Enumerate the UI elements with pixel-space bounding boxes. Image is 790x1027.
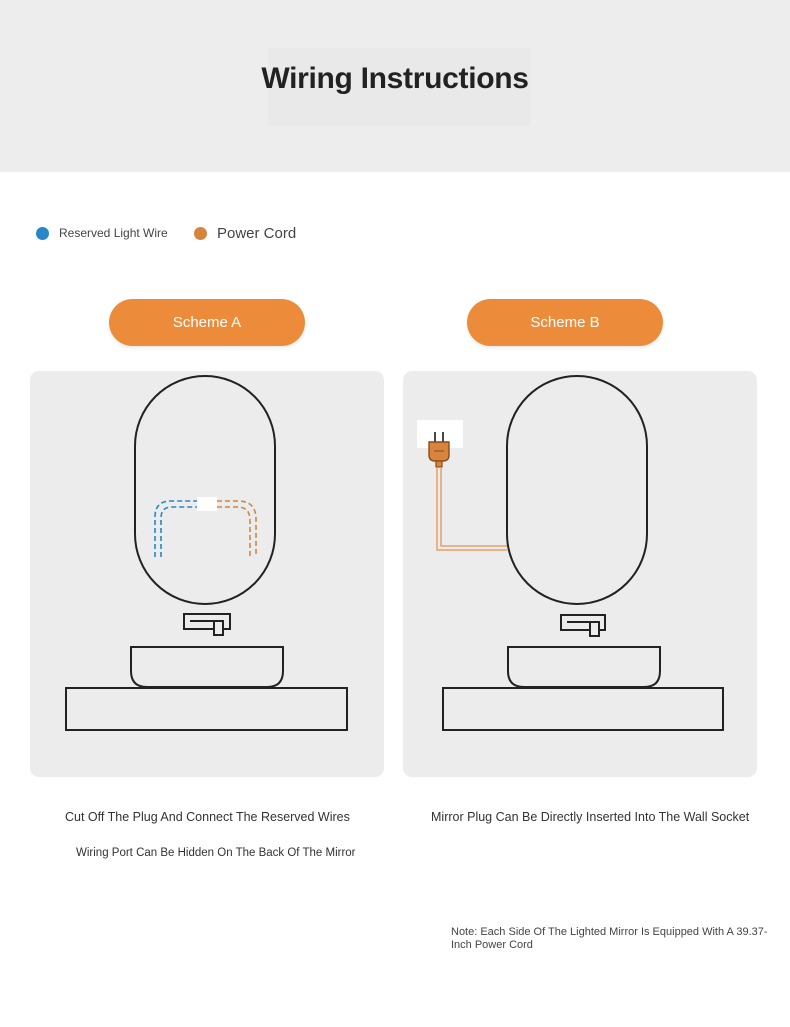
page-title: Wiring Instructions [261,62,529,95]
legend-label: Power Cord [217,225,297,242]
scheme-b-caption: Mirror Plug Can Be Directly Inserted Into The Wall Socket [431,810,750,824]
basin-outline [131,647,283,687]
scheme-b-illustration [403,371,757,777]
vanity-outline [66,688,347,730]
faucet-icon [184,614,230,635]
scheme-a-diagram [30,371,384,777]
scheme-a-illustration [30,371,384,777]
scheme-b-button[interactable]: Scheme B [467,299,663,346]
faucet-icon [561,615,605,636]
power-cord-wire [217,501,256,557]
legend-reserved-light-wire [36,226,168,240]
scheme-a-button[interactable]: Scheme A [109,299,305,346]
basin-outline [508,647,660,687]
mirror-outline [507,376,647,604]
scheme-a-subcaption: Wiring Port Can Be Hidden On The Back Of The Mirror [76,847,356,859]
scheme-a-caption: Cut Off The Plug And Connect The Reserved Wires [65,810,350,824]
vanity-outline [443,688,723,730]
legend-label: Reserved Light Wire [59,226,168,240]
mirror-outline [135,376,275,604]
wire-connector [197,497,217,511]
scheme-b-diagram [403,371,757,777]
power-cord-note: Note: Each Side Of The Lighted Mirror Is Equipped With A 39.37-Inch Power Cord [451,926,768,951]
blue-dot-icon [36,227,49,240]
reserved-light-wire [155,501,198,557]
power-cord [437,467,507,550]
legend-power-cord [194,225,296,242]
orange-dot-icon [194,227,207,240]
